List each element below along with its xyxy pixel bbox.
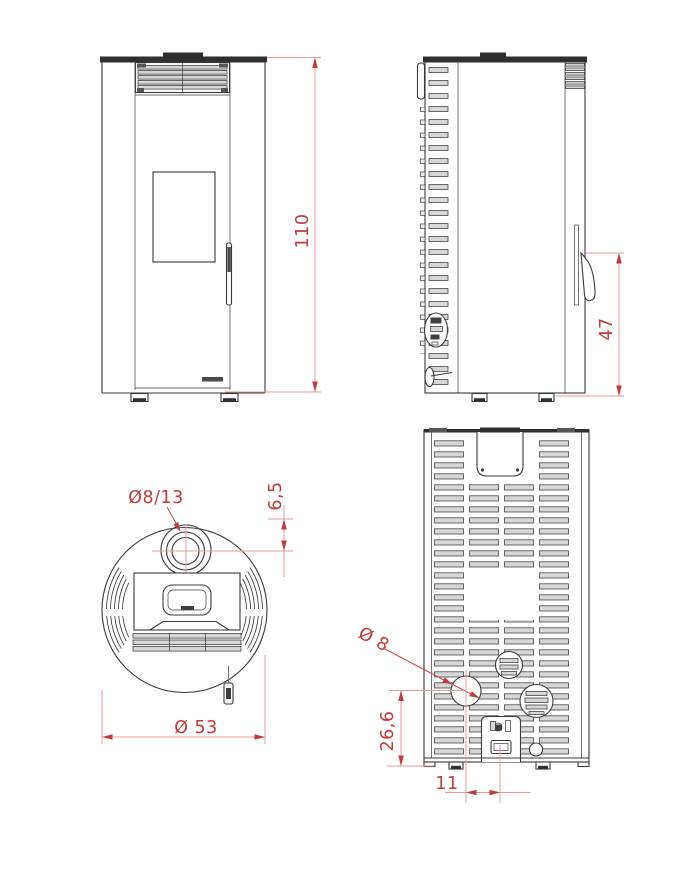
dim-top-body-diameter-label: Ø 53 (174, 718, 218, 738)
back-cable-gland (530, 743, 543, 756)
dim-back-flue-diameter-label: Ø 8 (354, 623, 393, 657)
side-feet (472, 394, 554, 402)
top-hopper-lid (133, 573, 241, 652)
back-feet (424, 762, 589, 769)
back-fan-upper (496, 652, 523, 679)
back-electrical-panel (482, 717, 521, 763)
side-control-panel (425, 313, 448, 347)
front-view (100, 53, 321, 402)
dim-top-flue-offset (266, 481, 293, 577)
front-door-glass (153, 172, 215, 262)
side-front-grille-fins (566, 64, 585, 89)
dim-back-flue-height-label: 26,6 (378, 710, 398, 752)
dim-front-height-label: 110 (293, 213, 313, 249)
dim-top-flue-diameter (128, 488, 184, 532)
side-trim (418, 63, 425, 99)
front-top-cap (163, 53, 203, 58)
dim-front-height (225, 58, 321, 393)
top-door-handle (224, 666, 233, 704)
front-air-grille (135, 63, 230, 96)
front-feet (131, 394, 238, 402)
front-door-handle (227, 243, 232, 305)
side-view (418, 53, 625, 402)
brand-label (202, 377, 223, 382)
dim-side-handle-height-label: 47 (597, 317, 617, 341)
dim-top-flue-diameter-label: Ø8/13 (128, 488, 184, 508)
side-vent-tabs (419, 107, 426, 354)
dim-back-flue-offset-label: 11 (435, 774, 459, 794)
side-door-handle (581, 253, 595, 301)
handle-recess (575, 225, 579, 305)
dim-top-flue-offset-label: 6,5 (266, 481, 286, 511)
back-fan-lower (520, 685, 553, 718)
back-hopper-recess (477, 428, 523, 477)
top-view (102, 481, 293, 744)
front-top-plate (100, 57, 267, 63)
back-view (355, 428, 589, 804)
